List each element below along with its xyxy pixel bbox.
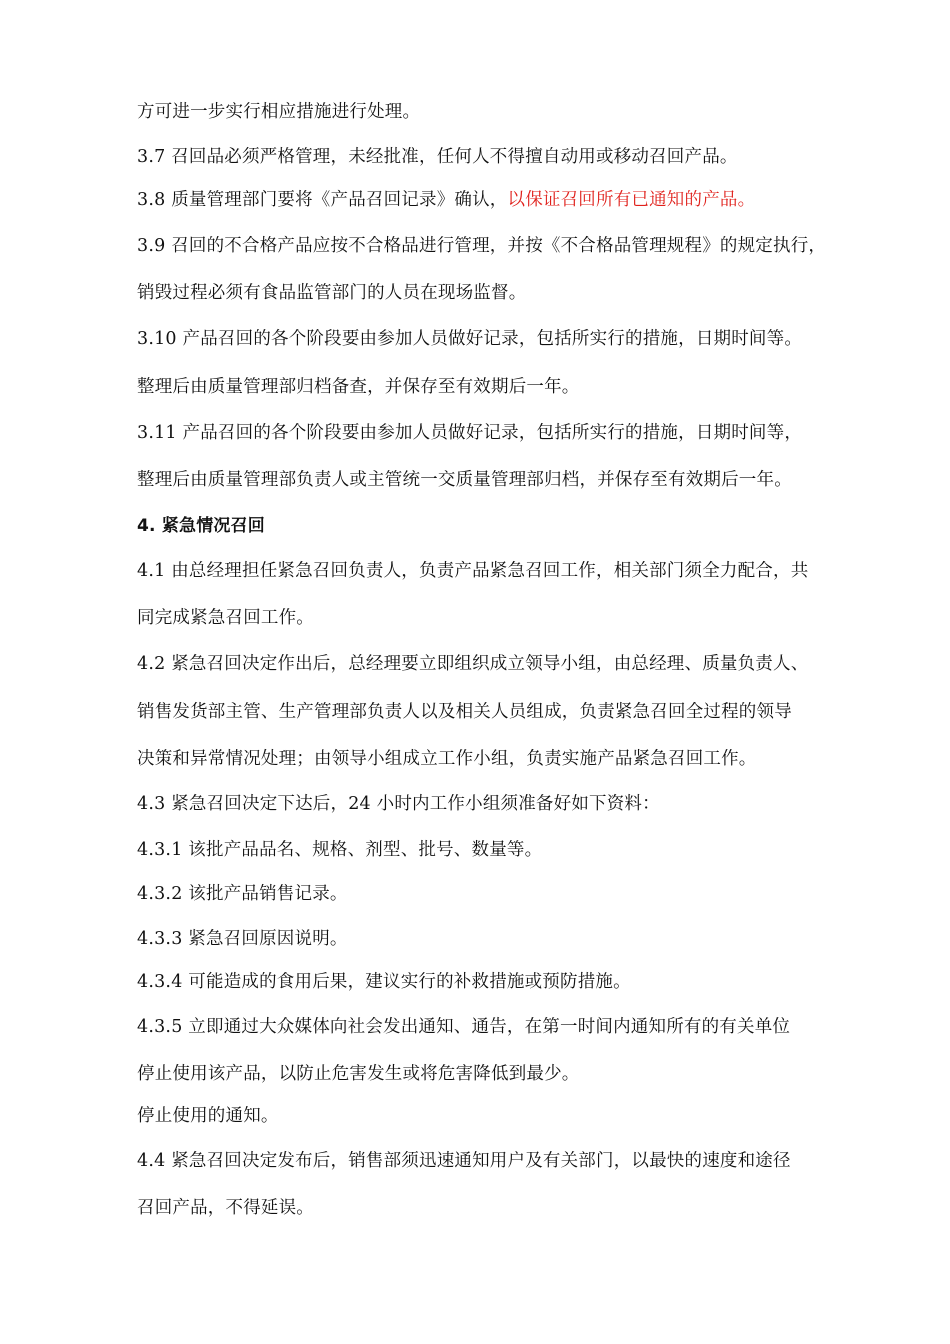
text-line: 4.3.1 该批产品品名、规格、剂型、批号、数量等。 bbox=[137, 840, 543, 860]
section-heading: 4. 紧急情况召回 bbox=[137, 516, 266, 536]
text-line: 召回产品，不得延误。 bbox=[137, 1198, 314, 1218]
text-line: 停止使用的通知。 bbox=[137, 1106, 279, 1126]
text-line: 4.1 由总经理担任紧急召回负责人，负责产品紧急召回工作，相关部门须全力配合，共 bbox=[137, 561, 809, 581]
text-line: 方可进一步实行相应措施进行处理。 bbox=[137, 102, 421, 122]
text-line-with-highlight bbox=[137, 188, 755, 212]
text-line: 整理后由质量管理部归档备查，并保存至有效期后一年。 bbox=[137, 377, 580, 397]
highlighted-text: 以保证召回所有已通知的产品。 bbox=[507, 190, 756, 210]
text-line: 4.3 紧急召回决定下达后，24 小时内工作小组须准备好如下资料： bbox=[137, 794, 660, 814]
text-line: 整理后由质量管理部负责人或主管统一交质量管理部归档，并保存至有效期后一年。 bbox=[137, 470, 792, 490]
text-line: 4.2 紧急召回决定作出后，总经理要立即组织成立领导小组，由总经理、质量负责人、 bbox=[137, 654, 809, 674]
text-line: 4.3.5 立即通过大众媒体向社会发出通知、通告，在第一时间内通知所有的有关单位 bbox=[137, 1017, 791, 1037]
text-line: 3.7 召回品必须严格管理，未经批准，任何人不得擅自动用或移动召回产品。 bbox=[137, 147, 738, 167]
text-segment: 3.8 质量管理部门要将《产品召回记录》确认， bbox=[137, 190, 508, 210]
text-line: 4.4 紧急召回决定发布后，销售部须迅速通知用户及有关部门，以最快的速度和途径 bbox=[137, 1151, 791, 1171]
text-line: 决策和异常情况处理；由领导小组成立工作小组，负责实施产品紧急召回工作。 bbox=[137, 749, 757, 769]
text-line: 4.3.3 紧急召回原因说明。 bbox=[137, 929, 348, 949]
text-line: 同完成紧急召回工作。 bbox=[137, 608, 314, 628]
text-line: 销售发货部主管、生产管理部负责人以及相关人员组成，负责紧急召回全过程的领导 bbox=[137, 702, 792, 722]
text-line: 销毁过程必须有食品监管部门的人员在现场监督。 bbox=[137, 283, 527, 303]
text-line: 停止使用该产品，以防止危害发生或将危害降低到最少。 bbox=[137, 1064, 580, 1084]
text-line: 4.3.4 可能造成的食用后果，建议实行的补救措施或预防措施。 bbox=[137, 972, 631, 992]
text-line: 3.9 召回的不合格产品应按不合格品进行管理，并按《不合格品管理规程》的规定执行， bbox=[137, 236, 827, 256]
text-line: 4.3.2 该批产品销售记录。 bbox=[137, 884, 348, 904]
text-line: 3.10 产品召回的各个阶段要由参加人员做好记录，包括所实行的措施，日期时间等。 bbox=[137, 329, 803, 349]
text-line: 3.11 产品召回的各个阶段要由参加人员做好记录，包括所实行的措施，日期时间等， bbox=[137, 423, 803, 443]
